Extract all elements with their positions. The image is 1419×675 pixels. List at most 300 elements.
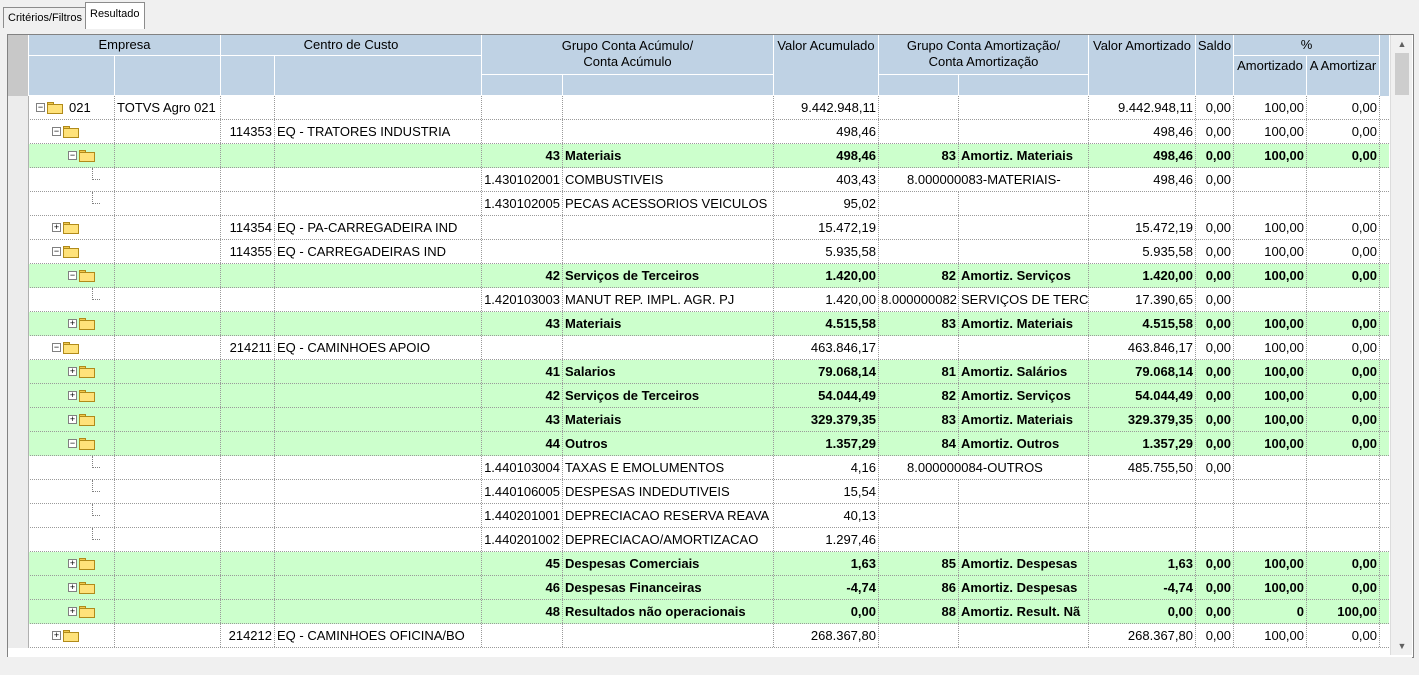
table-cell-c7[interactable] xyxy=(879,624,959,647)
table-cell-c7[interactable]: 83 xyxy=(879,312,959,335)
table-row[interactable] xyxy=(8,264,1389,288)
table-cell-c3[interactable]: EQ - PA-CARREGADEIRA IND xyxy=(275,216,482,239)
table-cell-c0[interactable] xyxy=(29,528,115,551)
header-grupo-conta-amortizacao[interactable] xyxy=(879,35,1089,75)
table-row[interactable] xyxy=(8,456,1389,480)
table-cell-c7[interactable] xyxy=(879,216,959,239)
table-cell-c8[interactable]: Amortiz. Materiais xyxy=(959,144,1089,167)
table-cell-c3[interactable] xyxy=(275,480,482,503)
table-cell-c6[interactable]: 1.297,46 xyxy=(774,528,879,551)
table-cell-c9[interactable]: 1.357,29 xyxy=(1089,432,1196,455)
table-cell-c5[interactable]: Despesas Comerciais xyxy=(563,552,774,575)
table-cell-c4[interactable]: 46 xyxy=(482,576,563,599)
table-row[interactable] xyxy=(8,144,1389,168)
table-cell-c1[interactable] xyxy=(115,360,221,383)
arrow-up-icon[interactable]: ▲ xyxy=(1397,39,1407,49)
table-cell-c2[interactable] xyxy=(221,288,275,311)
table-cell-c10[interactable]: 0,00 xyxy=(1196,384,1234,407)
table-cell-c4[interactable]: 41 xyxy=(482,360,563,383)
table-cell-c3[interactable] xyxy=(275,456,482,479)
row-indicator[interactable] xyxy=(8,432,29,456)
arrow-down-icon[interactable]: ▼ xyxy=(1397,641,1407,651)
table-cell-c9[interactable]: 1.420,00 xyxy=(1089,264,1196,287)
table-cell-c0[interactable] xyxy=(29,192,115,215)
table-cell-c12[interactable]: 0,00 xyxy=(1307,384,1380,407)
minus-box-icon[interactable]: − xyxy=(69,150,76,160)
table-cell-c5[interactable]: DEPRECIACAO RESERVA REAVA xyxy=(563,504,774,527)
table-cell-c11[interactable] xyxy=(1234,456,1307,479)
table-cell-c11[interactable]: 100,00 xyxy=(1234,432,1307,455)
table-cell-c3[interactable] xyxy=(275,264,482,287)
table-cell-c8[interactable] xyxy=(959,120,1089,143)
table-cell-c9[interactable]: 0,00 xyxy=(1089,600,1196,623)
table-cell-c1[interactable]: TOTVS Agro 021 xyxy=(115,96,221,119)
table-cell-c1[interactable] xyxy=(115,192,221,215)
table-cell-c5[interactable]: MANUT REP. IMPL. AGR. PJ xyxy=(563,288,774,311)
table-cell-c12[interactable] xyxy=(1307,480,1380,503)
table-cell-c8[interactable]: Amortiz. Despesas xyxy=(959,576,1089,599)
table-cell-c9[interactable] xyxy=(1089,192,1196,215)
table-cell-c8[interactable] xyxy=(959,240,1089,263)
table-row[interactable] xyxy=(8,624,1389,648)
table-cell-c11[interactable]: 100,00 xyxy=(1234,312,1307,335)
plus-box-icon[interactable]: + xyxy=(69,414,76,424)
table-cell-c3[interactable] xyxy=(275,96,482,119)
table-cell-c12[interactable] xyxy=(1307,504,1380,527)
table-cell-c4[interactable] xyxy=(482,216,563,239)
table-row[interactable] xyxy=(8,480,1389,504)
table-cell-c6[interactable]: 498,46 xyxy=(774,120,879,143)
table-cell-c12[interactable] xyxy=(1307,456,1380,479)
table-cell-c2[interactable] xyxy=(221,480,275,503)
table-cell-c11[interactable]: 100,00 xyxy=(1234,624,1307,647)
table-cell-c2[interactable] xyxy=(221,96,275,119)
table-cell-c11[interactable] xyxy=(1234,528,1307,551)
table-cell-c3[interactable] xyxy=(275,552,482,575)
table-cell-c11[interactable] xyxy=(1234,168,1307,191)
table-cell-c7[interactable]: 83 xyxy=(879,408,959,431)
table-cell-c10[interactable]: 0,00 xyxy=(1196,96,1234,119)
row-indicator[interactable] xyxy=(8,264,29,288)
row-indicator[interactable] xyxy=(8,624,29,648)
row-indicator[interactable] xyxy=(8,144,29,168)
table-cell-c10[interactable]: 0,00 xyxy=(1196,408,1234,431)
table-cell-c5[interactable]: Despesas Financeiras xyxy=(563,576,774,599)
table-cell-c3[interactable] xyxy=(275,168,482,191)
plus-box-icon[interactable]: + xyxy=(69,366,76,376)
table-cell-c6[interactable]: 1.420,00 xyxy=(774,264,879,287)
table-cell-c12[interactable]: 0,00 xyxy=(1307,552,1380,575)
table-cell-c6[interactable]: 498,46 xyxy=(774,144,879,167)
row-indicator[interactable] xyxy=(8,384,29,408)
table-cell-c1[interactable] xyxy=(115,480,221,503)
table-cell-c10[interactable]: 0,00 xyxy=(1196,552,1234,575)
table-row[interactable] xyxy=(8,576,1389,600)
table-cell-c1[interactable] xyxy=(115,576,221,599)
table-cell-c12[interactable]: 0,00 xyxy=(1307,120,1380,143)
row-indicator[interactable] xyxy=(8,96,29,120)
table-cell-c5[interactable]: PECAS ACESSORIOS VEICULOS xyxy=(563,192,774,215)
table-cell-c1[interactable] xyxy=(115,408,221,431)
table-row[interactable] xyxy=(8,528,1389,552)
table-row[interactable] xyxy=(8,600,1389,624)
table-cell-c4[interactable]: 1.440201002 xyxy=(482,528,563,551)
table-cell-c6[interactable]: 5.935,58 xyxy=(774,240,879,263)
table-cell-c2[interactable] xyxy=(221,168,275,191)
table-cell-c2[interactable] xyxy=(221,408,275,431)
table-cell-c10[interactable]: 0,00 xyxy=(1196,576,1234,599)
row-indicator[interactable] xyxy=(8,288,29,312)
table-cell-c9[interactable]: 54.044,49 xyxy=(1089,384,1196,407)
table-cell-c10[interactable]: 0,00 xyxy=(1196,456,1234,479)
table-cell-c5[interactable]: TAXAS E EMOLUMENTOS xyxy=(563,456,774,479)
table-cell-c11[interactable] xyxy=(1234,192,1307,215)
table-cell-c9[interactable]: 15.472,19 xyxy=(1089,216,1196,239)
table-cell-c10[interactable]: 0,00 xyxy=(1196,216,1234,239)
table-cell-c8[interactable]: Amortiz. Outros xyxy=(959,432,1089,455)
table-cell-c3[interactable] xyxy=(275,504,482,527)
table-row[interactable] xyxy=(8,384,1389,408)
table-cell-c2[interactable] xyxy=(221,144,275,167)
table-cell-c6[interactable]: 4.515,58 xyxy=(774,312,879,335)
table-cell-c8[interactable] xyxy=(959,624,1089,647)
table-cell-c9[interactable]: 329.379,35 xyxy=(1089,408,1196,431)
table-cell-c6[interactable]: 403,43 xyxy=(774,168,879,191)
plus-box-icon[interactable]: + xyxy=(53,630,60,640)
table-cell-c10[interactable]: 0,00 xyxy=(1196,168,1234,191)
table-cell-c3[interactable]: EQ - CAMINHOES APOIO xyxy=(275,336,482,359)
table-cell-c9[interactable] xyxy=(1089,480,1196,503)
table-cell-c4[interactable]: 1.440103004 xyxy=(482,456,563,479)
table-cell-c1[interactable] xyxy=(115,312,221,335)
table-cell-c4[interactable]: 43 xyxy=(482,312,563,335)
table-row[interactable] xyxy=(8,96,1389,120)
table-cell-c9[interactable]: 17.390,65 xyxy=(1089,288,1196,311)
table-cell-c4[interactable] xyxy=(482,336,563,359)
table-cell-c1[interactable] xyxy=(115,240,221,263)
table-cell-c11[interactable]: 0 xyxy=(1234,600,1307,623)
plus-box-icon[interactable]: + xyxy=(69,318,76,328)
table-cell-c12[interactable]: 0,00 xyxy=(1307,264,1380,287)
table-cell-c11[interactable]: 100,00 xyxy=(1234,408,1307,431)
table-cell-c4[interactable]: 1.440106005 xyxy=(482,480,563,503)
table-cell-c8[interactable]: Amortiz. Salários xyxy=(959,360,1089,383)
table-cell-c12[interactable]: 0,00 xyxy=(1307,216,1380,239)
table-cell-c7[interactable]: 88 xyxy=(879,600,959,623)
table-cell-c6[interactable]: 329.379,35 xyxy=(774,408,879,431)
vertical-scrollbar[interactable] xyxy=(1390,35,1412,655)
table-cell-c3[interactable] xyxy=(275,144,482,167)
table-cell-c9[interactable] xyxy=(1089,504,1196,527)
table-cell-c1[interactable] xyxy=(115,384,221,407)
header-saldo[interactable]: Saldo xyxy=(1196,35,1234,96)
table-row[interactable] xyxy=(8,240,1389,264)
table-cell-c1[interactable] xyxy=(115,528,221,551)
table-cell-c2[interactable]: 214212 xyxy=(221,624,275,647)
table-cell-c11[interactable]: 100,00 xyxy=(1234,384,1307,407)
table-cell-c9[interactable]: -4,74 xyxy=(1089,576,1196,599)
table-cell-c1[interactable] xyxy=(115,504,221,527)
header-valor-acumulado[interactable]: Valor Acumulado xyxy=(774,35,879,96)
table-cell-c9[interactable]: 4.515,58 xyxy=(1089,312,1196,335)
table-row[interactable] xyxy=(8,336,1389,360)
table-cell-c4[interactable]: 1.420103003 xyxy=(482,288,563,311)
table-cell-c1[interactable] xyxy=(115,264,221,287)
table-cell-c2[interactable]: 114354 xyxy=(221,216,275,239)
table-cell-c7[interactable]: 86 xyxy=(879,576,959,599)
table-cell-c11[interactable] xyxy=(1234,504,1307,527)
table-row[interactable] xyxy=(8,288,1389,312)
table-cell-c2[interactable] xyxy=(221,192,275,215)
table-cell-c8[interactable]: Amortiz. Result. Nã xyxy=(959,600,1089,623)
table-cell-c7[interactable]: 82 xyxy=(879,264,959,287)
table-cell-c2[interactable]: 114355 xyxy=(221,240,275,263)
table-cell-c4[interactable]: 43 xyxy=(482,144,563,167)
table-cell-c8[interactable]: SERVIÇOS DE TERC xyxy=(959,288,1089,311)
table-cell-c1[interactable] xyxy=(115,144,221,167)
plus-box-icon[interactable]: + xyxy=(69,582,76,592)
table-row[interactable] xyxy=(8,432,1389,456)
table-cell-c9[interactable]: 1,63 xyxy=(1089,552,1196,575)
table-cell-c6[interactable]: 15,54 xyxy=(774,480,879,503)
table-cell-c1[interactable] xyxy=(115,336,221,359)
row-indicator[interactable] xyxy=(8,120,29,144)
table-cell-c6[interactable]: 1.357,29 xyxy=(774,432,879,455)
table-cell-c7[interactable]: 83 xyxy=(879,144,959,167)
table-cell-c11[interactable]: 100,00 xyxy=(1234,552,1307,575)
table-cell-c4[interactable] xyxy=(482,624,563,647)
table-cell-c8[interactable]: Amortiz. Despesas xyxy=(959,552,1089,575)
table-cell-c12[interactable] xyxy=(1307,192,1380,215)
table-row[interactable] xyxy=(8,120,1389,144)
table-cell-c6[interactable]: 268.367,80 xyxy=(774,624,879,647)
table-cell-c0[interactable] xyxy=(29,168,115,191)
table-cell-c12[interactable]: 0,00 xyxy=(1307,96,1380,119)
table-cell-c8[interactable] xyxy=(959,528,1089,551)
table-cell-c2[interactable] xyxy=(221,456,275,479)
table-cell-c12[interactable] xyxy=(1307,288,1380,311)
row-indicator[interactable] xyxy=(8,312,29,336)
header-valor-amortizado[interactable]: Valor Amortizado xyxy=(1089,35,1196,96)
table-cell-c4[interactable] xyxy=(482,96,563,119)
table-cell-c8[interactable]: Amortiz. Materiais xyxy=(959,408,1089,431)
table-cell-c8[interactable]: Amortiz. Serviços xyxy=(959,264,1089,287)
table-cell-c8[interactable]: Amortiz. Serviços xyxy=(959,384,1089,407)
table-cell-c9[interactable]: 463.846,17 xyxy=(1089,336,1196,359)
row-indicator[interactable] xyxy=(8,552,29,576)
table-cell-c0[interactable] xyxy=(29,504,115,527)
table-cell-c7[interactable]: 82 xyxy=(879,384,959,407)
table-cell-c1[interactable] xyxy=(115,288,221,311)
table-cell-c4[interactable]: 44 xyxy=(482,432,563,455)
table-cell-c10[interactable]: 0,00 xyxy=(1196,144,1234,167)
table-row[interactable] xyxy=(8,408,1389,432)
table-cell-c6[interactable]: 9.442.948,11 xyxy=(774,96,879,119)
plus-box-icon[interactable]: + xyxy=(69,558,76,568)
table-cell-c6[interactable]: 95,02 xyxy=(774,192,879,215)
table-cell-c8[interactable] xyxy=(959,480,1089,503)
row-indicator[interactable] xyxy=(8,480,29,504)
row-indicator[interactable] xyxy=(8,456,29,480)
header-a-amortizar[interactable]: A Amortizar xyxy=(1307,56,1380,96)
table-cell-c12[interactable]: 0,00 xyxy=(1307,312,1380,335)
table-cell-c8[interactable] xyxy=(959,96,1089,119)
table-cell-c12[interactable]: 0,00 xyxy=(1307,408,1380,431)
table-cell-c10[interactable]: 0,00 xyxy=(1196,120,1234,143)
row-indicator[interactable] xyxy=(8,504,29,528)
table-cell-c2[interactable]: 214211 xyxy=(221,336,275,359)
table-cell-c11[interactable]: 100,00 xyxy=(1234,144,1307,167)
table-cell-c1[interactable] xyxy=(115,600,221,623)
table-row[interactable] xyxy=(8,192,1389,216)
table-cell-c9[interactable]: 498,46 xyxy=(1089,144,1196,167)
table-cell-c5[interactable]: Salarios xyxy=(563,360,774,383)
table-cell-c10[interactable]: 0,00 xyxy=(1196,360,1234,383)
row-indicator[interactable] xyxy=(8,336,29,360)
table-cell-c2[interactable] xyxy=(221,312,275,335)
table-cell-c10[interactable]: 0,00 xyxy=(1196,240,1234,263)
table-cell-c4[interactable]: 1.430102001 xyxy=(482,168,563,191)
table-cell-c12[interactable]: 0,00 xyxy=(1307,432,1380,455)
table-cell-c7[interactable]: 84 xyxy=(879,432,959,455)
table-cell-c3[interactable] xyxy=(275,432,482,455)
table-cell-c7[interactable] xyxy=(879,504,959,527)
table-cell-c7[interactable]: 8.000000082 xyxy=(879,288,959,311)
plus-box-icon[interactable]: + xyxy=(69,606,76,616)
table-cell-c2[interactable] xyxy=(221,384,275,407)
header-percent[interactable]: % xyxy=(1234,35,1380,56)
table-cell-c5[interactable] xyxy=(563,624,774,647)
table-cell-c2[interactable] xyxy=(221,600,275,623)
table-cell-c12[interactable]: 0,00 xyxy=(1307,360,1380,383)
table-cell-c10[interactable]: 0,00 xyxy=(1196,312,1234,335)
table-cell-c6[interactable]: 79.068,14 xyxy=(774,360,879,383)
table-cell-c7[interactable]: 8.000000083-MATERIAIS- xyxy=(879,168,1089,191)
table-cell-c1[interactable] xyxy=(115,168,221,191)
table-cell-c7[interactable] xyxy=(879,480,959,503)
table-cell-c3[interactable] xyxy=(275,576,482,599)
row-indicator[interactable] xyxy=(8,192,29,216)
table-cell-c5[interactable]: DEPRECIACAO/AMORTIZACAO xyxy=(563,528,774,551)
table-cell-c6[interactable]: 54.044,49 xyxy=(774,384,879,407)
table-cell-c11[interactable] xyxy=(1234,288,1307,311)
minus-box-icon[interactable]: − xyxy=(69,270,76,280)
table-cell-c5[interactable]: Resultados não operacionais xyxy=(563,600,774,623)
table-cell-c9[interactable] xyxy=(1089,528,1196,551)
table-cell-c11[interactable] xyxy=(1234,480,1307,503)
table-cell-c6[interactable]: 1,63 xyxy=(774,552,879,575)
table-cell-c12[interactable]: 0,00 xyxy=(1307,144,1380,167)
table-cell-c9[interactable]: 485.755,50 xyxy=(1089,456,1196,479)
table-row[interactable] xyxy=(8,216,1389,240)
table-cell-c12[interactable]: 0,00 xyxy=(1307,240,1380,263)
table-cell-c2[interactable]: 114353 xyxy=(221,120,275,143)
table-cell-c6[interactable]: 4,16 xyxy=(774,456,879,479)
table-cell-c1[interactable] xyxy=(115,456,221,479)
table-cell-c7[interactable] xyxy=(879,240,959,263)
table-cell-c5[interactable]: Materiais xyxy=(563,312,774,335)
header-grupo-conta-acumulo[interactable] xyxy=(482,35,774,75)
table-cell-c0[interactable] xyxy=(29,456,115,479)
table-cell-c10[interactable]: 0,00 xyxy=(1196,288,1234,311)
minus-box-icon[interactable]: − xyxy=(69,438,76,448)
plus-box-icon[interactable]: + xyxy=(69,390,76,400)
table-cell-c7[interactable]: 8.000000084-OUTROS xyxy=(879,456,1089,479)
table-cell-c3[interactable] xyxy=(275,384,482,407)
table-cell-c1[interactable] xyxy=(115,120,221,143)
table-cell-c6[interactable]: 15.472,19 xyxy=(774,216,879,239)
plus-box-icon[interactable]: + xyxy=(53,222,60,232)
table-row[interactable] xyxy=(8,360,1389,384)
table-cell-c12[interactable]: 0,00 xyxy=(1307,624,1380,647)
table-cell-c3[interactable] xyxy=(275,528,482,551)
table-cell-c4[interactable]: 42 xyxy=(482,264,563,287)
table-row[interactable] xyxy=(8,312,1389,336)
table-cell-c8[interactable] xyxy=(959,336,1089,359)
table-cell-c4[interactable] xyxy=(482,240,563,263)
table-cell-c1[interactable] xyxy=(115,216,221,239)
table-cell-c4[interactable] xyxy=(482,120,563,143)
table-cell-c3[interactable] xyxy=(275,408,482,431)
table-cell-c3[interactable] xyxy=(275,192,482,215)
table-cell-c11[interactable]: 100,00 xyxy=(1234,96,1307,119)
table-cell-c9[interactable]: 498,46 xyxy=(1089,120,1196,143)
table-cell-c2[interactable] xyxy=(221,576,275,599)
table-cell-c11[interactable]: 100,00 xyxy=(1234,360,1307,383)
table-cell-c2[interactable] xyxy=(221,552,275,575)
table-cell-c7[interactable] xyxy=(879,528,959,551)
table-cell-c0[interactable]: 021 xyxy=(29,96,115,119)
row-indicator[interactable] xyxy=(8,528,29,552)
table-cell-c3[interactable] xyxy=(275,312,482,335)
header-centro-custo[interactable]: Centro de Custo xyxy=(221,35,482,56)
table-cell-c1[interactable] xyxy=(115,552,221,575)
table-cell-c6[interactable]: -4,74 xyxy=(774,576,879,599)
table-cell-c0[interactable] xyxy=(29,480,115,503)
table-cell-c9[interactable]: 268.367,80 xyxy=(1089,624,1196,647)
minus-box-icon[interactable]: − xyxy=(53,342,60,352)
table-cell-c11[interactable]: 100,00 xyxy=(1234,576,1307,599)
table-cell-c5[interactable]: DESPESAS INDEDUTIVEIS xyxy=(563,480,774,503)
table-cell-c11[interactable]: 100,00 xyxy=(1234,120,1307,143)
table-cell-c10[interactable]: 0,00 xyxy=(1196,336,1234,359)
table-cell-c8[interactable] xyxy=(959,216,1089,239)
minus-box-icon[interactable]: − xyxy=(37,102,44,112)
header-empresa[interactable]: Empresa xyxy=(29,35,221,56)
table-cell-c7[interactable] xyxy=(879,96,959,119)
table-cell-c5[interactable]: Serviços de Terceiros xyxy=(563,264,774,287)
table-cell-c3[interactable] xyxy=(275,600,482,623)
table-cell-c4[interactable]: 42 xyxy=(482,384,563,407)
header-amortizado[interactable]: Amortizado xyxy=(1234,56,1307,96)
table-cell-c9[interactable]: 79.068,14 xyxy=(1089,360,1196,383)
row-indicator[interactable] xyxy=(8,240,29,264)
table-cell-c5[interactable] xyxy=(563,216,774,239)
table-cell-c10[interactable]: 0,00 xyxy=(1196,264,1234,287)
scroll-thumb[interactable] xyxy=(1395,53,1409,95)
table-cell-c5[interactable]: COMBUSTIVEIS xyxy=(563,168,774,191)
table-cell-c4[interactable]: 1.440201001 xyxy=(482,504,563,527)
row-indicator[interactable] xyxy=(8,576,29,600)
table-cell-c10[interactable]: 0,00 xyxy=(1196,624,1234,647)
table-cell-c12[interactable] xyxy=(1307,528,1380,551)
row-indicator[interactable] xyxy=(8,408,29,432)
table-cell-c5[interactable] xyxy=(563,240,774,263)
table-cell-c12[interactable]: 0,00 xyxy=(1307,336,1380,359)
table-cell-c10[interactable]: 0,00 xyxy=(1196,432,1234,455)
table-cell-c5[interactable] xyxy=(563,96,774,119)
table-cell-c5[interactable] xyxy=(563,336,774,359)
